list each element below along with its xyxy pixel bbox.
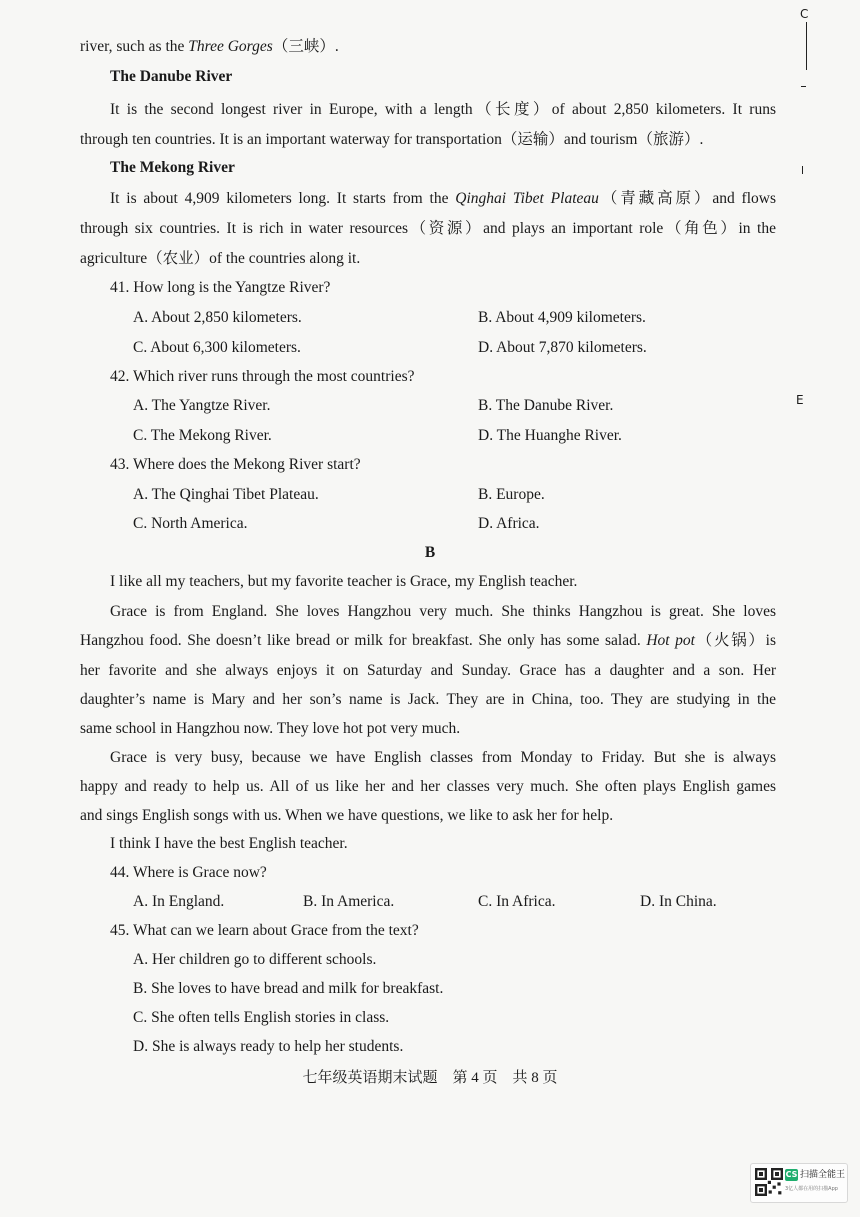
margin-tick <box>801 86 806 87</box>
passage-b-line: Grace is from England. She loves Hangzhou very much. She thinks Hangzhou is great. She loves <box>110 603 776 620</box>
mekong-text-line: through six countries. It is rich in water resources（资源）and plays an important role（角色）in the <box>80 220 776 237</box>
option-42-b[interactable]: B. The Danube River. <box>478 397 614 414</box>
option-44-a[interactable]: A. In England. <box>133 893 225 910</box>
passage-b-line: her favorite and she always enjoys it on Saturday and Sunday. Grace has a daughter and a son. Her <box>80 662 776 679</box>
option-44-c[interactable]: C. In Africa. <box>478 893 556 910</box>
option-41-b[interactable]: B. About 4,909 kilometers. <box>478 309 646 326</box>
option-41-c[interactable]: C. About 6,300 kilometers. <box>133 339 301 356</box>
passage-b-line: happy and ready to help us. All of us like her and her classes very much. She often plays English games <box>80 778 776 795</box>
question-44: 44. Where is Grace now? <box>110 864 267 881</box>
margin-mark-mid: E <box>796 393 804 407</box>
option-41-d[interactable]: D. About 7,870 kilometers. <box>478 339 647 356</box>
mekong-heading: The Mekong River <box>110 159 235 176</box>
question-41: 41. How long is the Yangtze River? <box>110 279 331 296</box>
mekong-text-line: It is about 4,909 kilometers long. It starts from the Qinghai Tibet Plateau（青藏高原）and flows <box>110 190 777 207</box>
option-45-c[interactable]: C. She often tells English stories in class. <box>133 1009 390 1026</box>
passage-b-line: I think I have the best English teacher. <box>110 835 348 852</box>
passage-b-line: and sings English songs with us. When we have questions, we like to ask her for help. <box>80 807 614 824</box>
option-44-b[interactable]: B. In America. <box>303 893 395 910</box>
passage-a-continuation: river, such as the Three Gorges（三峡）. <box>80 38 339 55</box>
page-footer: 七年级英语期末试题 第 4 页 共 8 页 <box>302 1070 558 1086</box>
danube-heading: The Danube River <box>110 68 233 85</box>
option-44-d[interactable]: D. In China. <box>640 893 717 910</box>
option-43-b[interactable]: B. Europe. <box>478 486 545 503</box>
passage-b-line: Hangzhou food. She doesn’t like bread or milk for breakfast. She only has some salad. Hot pot（火锅）is <box>80 632 776 649</box>
mekong-text-line: agriculture（农业）of the countries along it. <box>80 250 361 267</box>
scanner-watermark <box>750 1163 848 1203</box>
passage-b-line: Grace is very busy, because we have English classes from Monday to Friday. But she is always <box>110 749 776 766</box>
option-43-d[interactable]: D. Africa. <box>478 515 540 532</box>
passage-b-line: same school in Hangzhou now. They love hot pot very much. <box>80 720 461 737</box>
passage-b-line: daughter’s name is Mary and her son’s name is Jack. They are in China, too. They are studying in the <box>80 691 776 708</box>
option-42-a[interactable]: A. The Yangtze River. <box>133 397 271 414</box>
danube-text-line: through ten countries. It is an important waterway for transportation（运输）and tourism（旅游）. <box>80 131 704 148</box>
danube-text-line: It is the second longest river in Europe, with a length（长度）of about 2,850 kilometers. It runs <box>110 101 776 118</box>
option-42-d[interactable]: D. The Huanghe River. <box>478 427 622 444</box>
question-43: 43. Where does the Mekong River start? <box>110 456 361 473</box>
passage-b-line: I like all my teachers, but my favorite teacher is Grace, my English teacher. <box>110 573 578 590</box>
section-b-label: B <box>424 544 436 561</box>
option-43-c[interactable]: C. North America. <box>133 515 248 532</box>
margin-rule <box>806 22 807 70</box>
scanner-app-name: 扫描全能王 <box>800 1170 846 1180</box>
option-42-c[interactable]: C. The Mekong River. <box>133 427 272 444</box>
camscanner-logo-icon: CS <box>785 1170 798 1179</box>
question-42: 42. Which river runs through the most countries? <box>110 368 415 385</box>
option-45-d[interactable]: D. She is always ready to help her students. <box>133 1038 404 1055</box>
option-41-a[interactable]: A. About 2,850 kilometers. <box>133 309 302 326</box>
margin-mark-top: C <box>800 7 809 21</box>
margin-tick <box>802 166 803 174</box>
option-45-a[interactable]: A. Her children go to different schools. <box>133 951 377 968</box>
option-45-b[interactable]: B. She loves to have bread and milk for breakfast. <box>133 980 444 997</box>
question-45: 45. What can we learn about Grace from the text? <box>110 922 419 939</box>
qr-code-icon <box>755 1168 783 1196</box>
option-43-a[interactable]: A. The Qinghai Tibet Plateau. <box>133 486 319 503</box>
scanner-tagline: 3亿人都在用的扫描App <box>785 1186 838 1192</box>
